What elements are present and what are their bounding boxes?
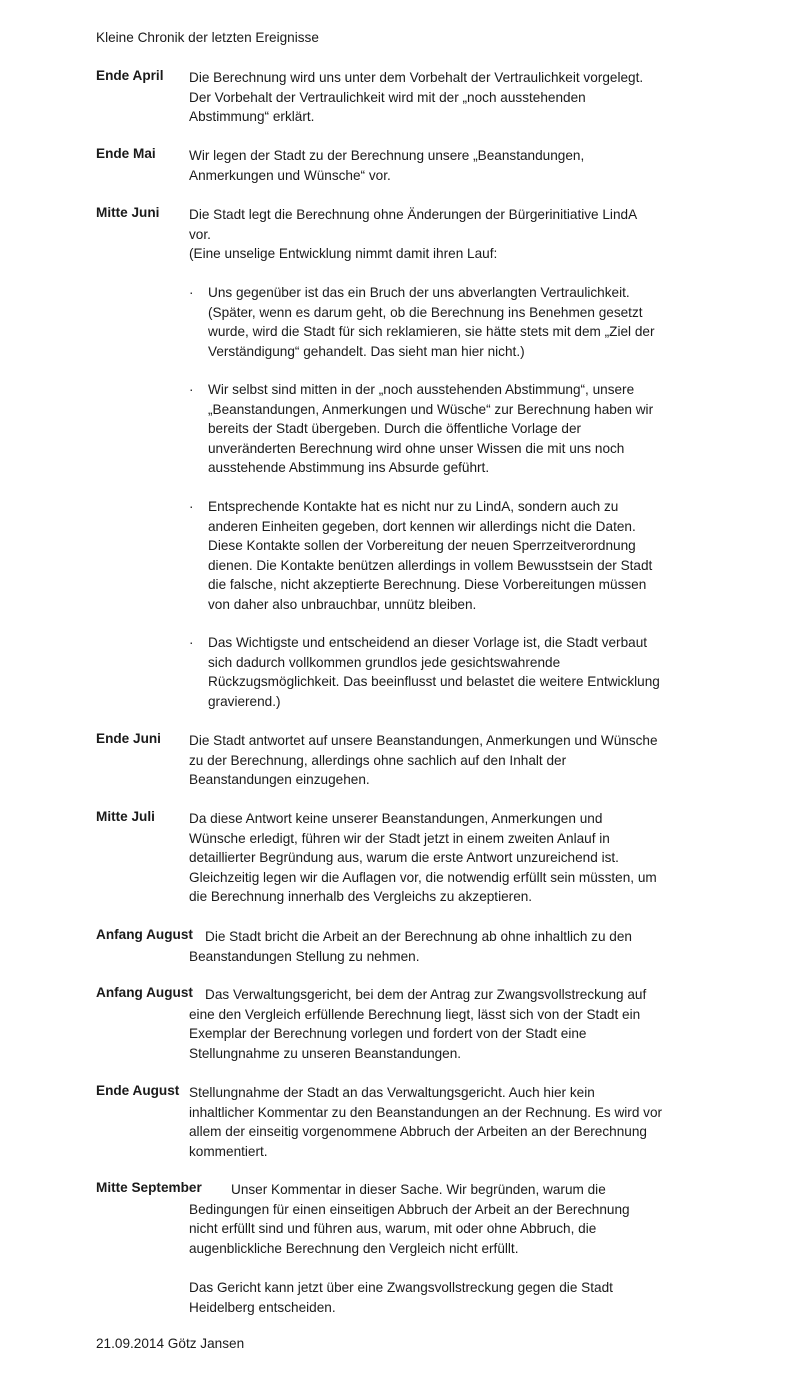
entry-text	[189, 1083, 704, 1161]
entry-date: Mitte Juni	[96, 205, 160, 220]
entry-line: augenblickliche Berechnung den Vergleich nicht erfüllt.	[189, 1240, 519, 1256]
entry-line: Anmerkungen und Wünsche“ vor.	[189, 167, 391, 183]
bullet-line: Verständigung“ gehandelt. Das sieht man hier nicht.)	[208, 343, 525, 359]
document-footer: 21.09.2014 Götz Jansen	[96, 1336, 245, 1351]
entry-text	[189, 731, 704, 790]
entry-text	[189, 809, 704, 907]
entry-line: Der Vorbehalt der Vertraulichkeit wird mit der „noch ausstehenden	[189, 89, 586, 105]
bullet-line: Uns gegenüber ist das ein Bruch der uns abverlangten Vertraulichkeit.	[208, 285, 630, 300]
entry-line: Wünsche erledigt, führen wir der Stadt jetzt in einem zweiten Anlauf in	[189, 830, 610, 846]
entry-text	[189, 927, 704, 966]
entry-line: Exemplar der Berechnung vorlegen und fordert von der Stadt eine	[189, 1026, 587, 1042]
entry-line: vor.	[189, 226, 211, 242]
bullet-line: Rückzugsmöglichkeit. Das beeinflusst und belastet die weitere Entwicklung	[208, 674, 660, 690]
entry-date: Mitte September	[96, 1180, 202, 1195]
entry-line: Abstimmung“ erklärt.	[189, 109, 315, 125]
entry-line: Die Berechnung wird uns unter dem Vorbehalt der Vertraulichkeit vorgelegt.	[189, 70, 644, 85]
entry-line: zu der Berechnung, allerdings ohne sachlich auf den Inhalt der	[189, 752, 567, 768]
entry-line: detaillierter Begründung aus, warum die erste Antwort unzureichend ist.	[189, 850, 619, 866]
entry-date: Ende Juni	[96, 731, 161, 746]
entry-line: allem der einseitig vorgenommene Abbruch der Arbeiten an der Berechnung	[189, 1124, 647, 1140]
bullet-line: Diese Kontakte sollen der Vorbereitung der neuen Sperrzeitverordnung	[208, 538, 636, 554]
entry-date: Ende August	[96, 1083, 180, 1098]
entry-line: Beanstandungen Stellung zu nehmen.	[189, 948, 420, 964]
bullet-line: unveränderten Berechnung wird ohne unser Wissen die mit uns noch	[208, 440, 625, 456]
entry-line: Stellungnahme zu unseren Beanstandungen.	[189, 1045, 462, 1061]
bullet-line: die falsche, nicht akzeptierte Berechnung. Diese Vorbereitungen müssen	[208, 577, 647, 593]
entry-text	[189, 1180, 704, 1317]
entry-line: kommentiert.	[189, 1143, 268, 1159]
entry-line: die Berechnung innerhalb des Vergleichs zu akzeptieren.	[189, 889, 533, 905]
entry-date: Anfang August	[96, 985, 193, 1000]
bullet-symbol: ·	[189, 635, 194, 650]
entry-line: Die Stadt antwortet auf unsere Beanstandungen, Anmerkungen und Wünsche	[189, 733, 658, 748]
bullet-symbol: ·	[189, 382, 194, 397]
entry-line: Gleichzeitig legen wir die Auflagen vor, die notwendig erfüllt sein müssten, um	[189, 869, 657, 885]
bullet-line: von daher also unbrauchbar, unnütz bleiben.	[208, 596, 477, 612]
document-title: Kleine Chronik der letzten Ereignisse	[96, 30, 319, 45]
entry-text	[189, 68, 704, 127]
entry-line	[189, 1258, 704, 1278]
bullet-line: anderen Einheiten gegeben, dort kennen wir allerdings nicht die Daten.	[208, 518, 636, 534]
entry-line: nicht erfüllt sind und führen aus, warum, mit oder ohne Abbruch, die	[189, 1221, 597, 1237]
entry-line: Das Gericht kann jetzt über eine Zwangsvollstreckung gegen die Stadt	[189, 1279, 613, 1295]
entry-date: Anfang August	[96, 927, 193, 942]
entry-line: Heidelberg entscheiden.	[189, 1299, 336, 1315]
entry-line: Die Stadt legt die Berechnung ohne Änderungen der Bürgerinitiative LindA	[189, 207, 638, 222]
bullet-line: (Später, wenn es darum geht, ob die Berechnung ins Benehmen gesetzt	[208, 304, 643, 320]
bullet-line: dienen. Die Kontakte benützen allerdings in vollem Bewusstsein der Stadt	[208, 557, 653, 573]
entry-line: Wir legen der Stadt zu der Berechnung unsere „Beanstandungen,	[189, 148, 585, 163]
bullet-line: Das Wichtigste und entscheidend an dieser Vorlage ist, die Stadt verbaut	[208, 635, 648, 650]
bullet-symbol: ·	[189, 285, 194, 300]
bullet-symbol: ·	[189, 499, 194, 514]
bullet-line: Wir selbst sind mitten in der „noch ausstehenden Abstimmung“, unsere	[208, 382, 635, 397]
bullet-line: Entsprechende Kontakte hat es nicht nur zu LindA, sondern auch zu	[208, 499, 619, 514]
bullet-line: ausstehende Abstimmung ins Absurde geführt.	[208, 460, 490, 476]
entry-line: inhaltlicher Kommentar zu den Beanstandungen an der Rechnung. Es wird vor	[189, 1104, 663, 1120]
entry-line: Stellungnahme der Stadt an das Verwaltungsgericht. Auch hier kein	[189, 1085, 595, 1100]
entry-line: Da diese Antwort keine unserer Beanstandungen, Anmerkungen und	[189, 811, 603, 826]
entry-text	[189, 205, 704, 264]
entry-text	[189, 146, 704, 185]
bullet-line: sich dadurch vollkommen grundlos jede gesichtswahrende	[208, 654, 561, 670]
entry-line: eine den Vergleich erfüllende Berechnung liegt, lässt sich von der Stadt ein	[189, 1006, 641, 1022]
entry-date: Ende Mai	[96, 146, 156, 161]
bullet-line: wurde, wird die Stadt für sich reklamieren, sie hätte stets mit dem „Ziel der	[208, 324, 655, 340]
entry-line: Die Stadt bricht die Arbeit an der Berechnung ab ohne inhaltlich zu den	[205, 929, 632, 944]
entry-date: Ende April	[96, 68, 164, 83]
bullet-line: bereits der Stadt übergeben. Durch die öffentliche Vorlage der	[208, 421, 582, 437]
bullet-line: „Beanstandungen, Anmerkungen und Wüsche“ zur Berechnung haben wir	[208, 401, 654, 417]
entry-line: Unser Kommentar in dieser Sache. Wir begründen, warum die	[231, 1182, 606, 1197]
entry-date: Mitte Juli	[96, 809, 155, 824]
bullet-line: gravierend.)	[208, 693, 281, 709]
entry-line: Beanstandungen einzugehen.	[189, 772, 370, 788]
entry-line: (Eine unselige Entwicklung nimmt damit ihren Lauf:	[189, 246, 498, 262]
entry-line: Bedingungen für einen einseitigen Abbruch der Arbeit an der Berechnung	[189, 1201, 630, 1217]
entry-line: Das Verwaltungsgericht, bei dem der Antrag zur Zwangsvollstreckung auf	[205, 987, 647, 1002]
entry-text	[189, 985, 704, 1063]
